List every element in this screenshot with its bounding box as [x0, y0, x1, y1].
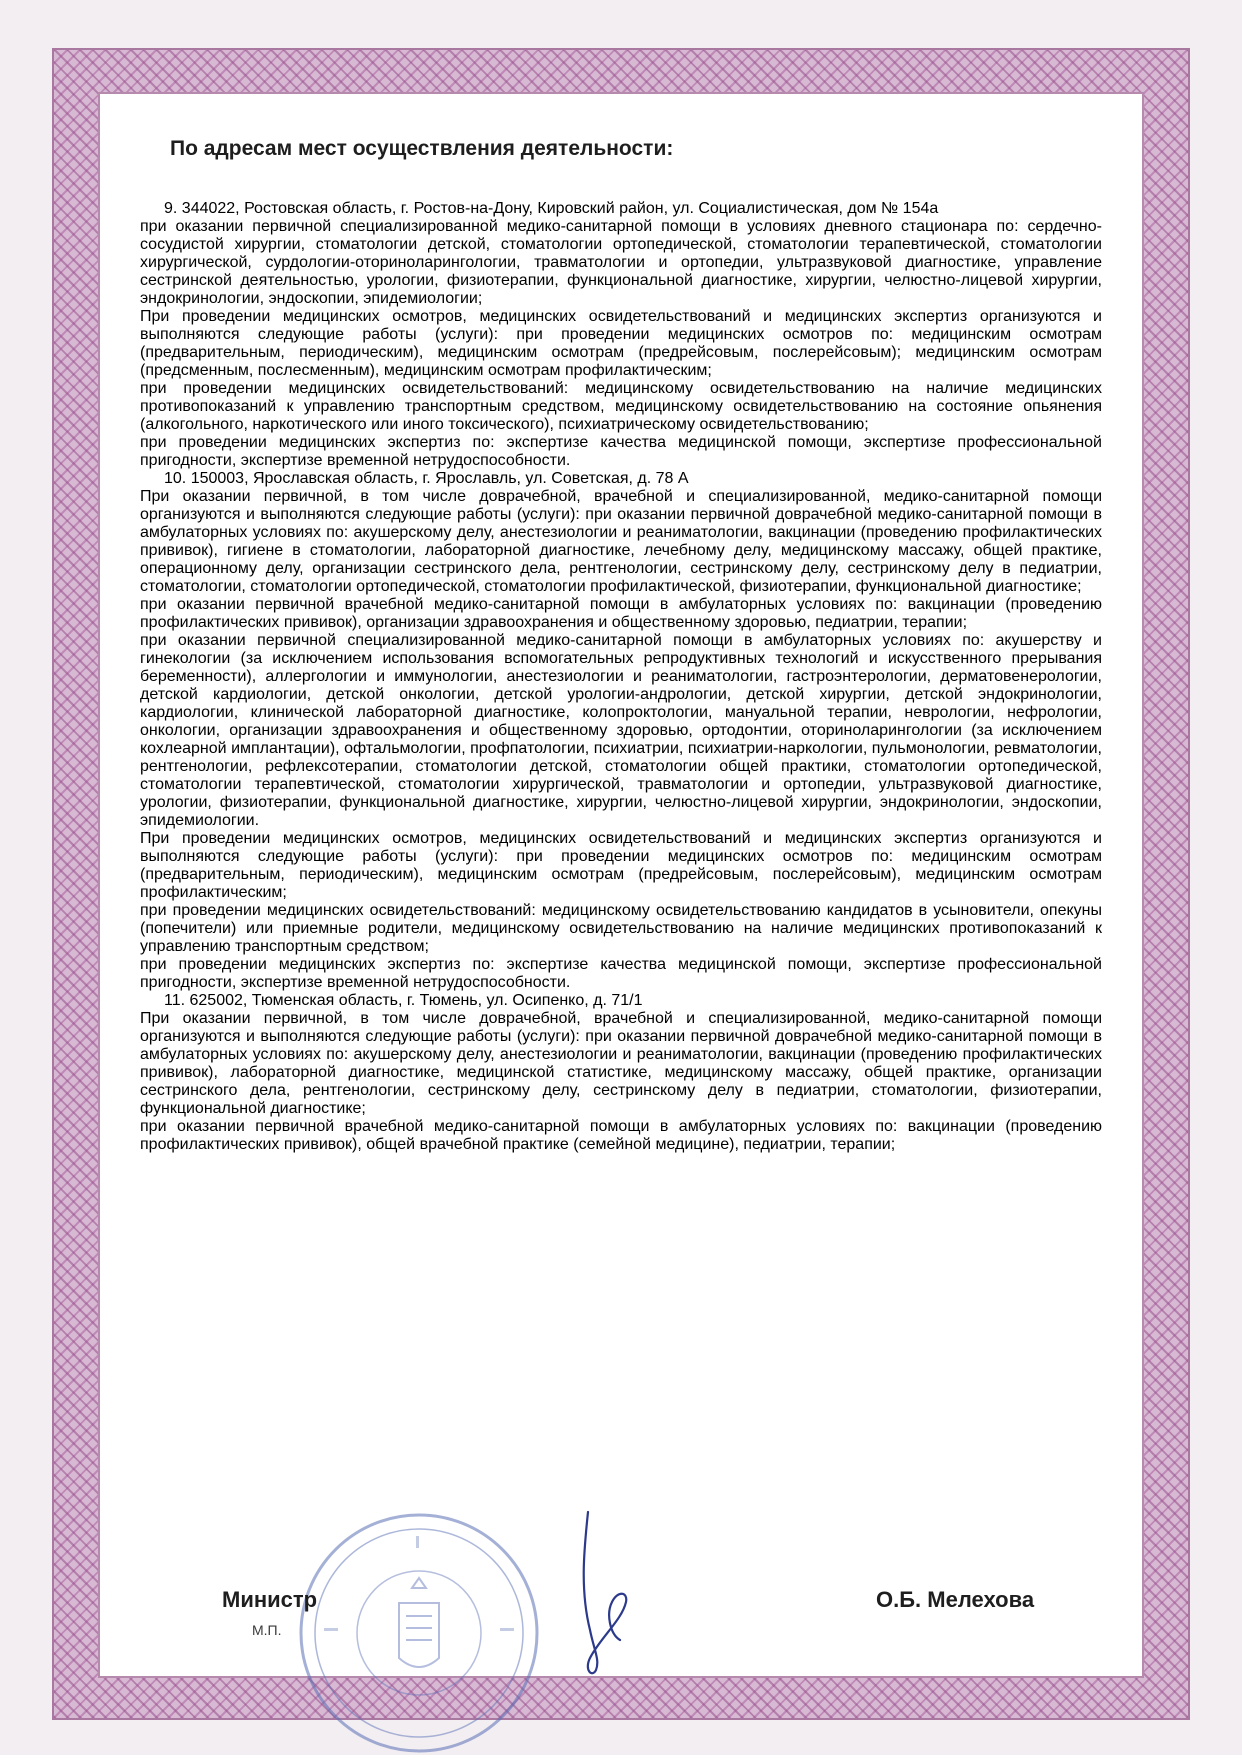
services-paragraph: При оказании первичной, в том числе доврачебной, врачебной и специализированной, медико-санитарной помощи организуются и выполняются следующие работы (услуги): при оказании первичной доврачебной медико-санитарной помощи в амбулаторных условиях по: акушерскому делу, анестезиологии и реаниматологии, вакцинации (проведению профилактических прививок), лабораторной диагностике, медицинской статистике, медицинскому массажу, общей практике, организации сестринского дела, рентгенологии, сестринскому делу, сестринскому делу в педиатрии, стоматологии, физиотерапии, функциональной диагностике; — [140, 1010, 1102, 1117]
signer-name: О.Б. Мелехова — [876, 1587, 1035, 1612]
services-paragraph: при проведении медицинских экспертиз по: экспертизе качества медицинской помощи, экспертизе профессиональной пригодности, экспертизе временной нетрудоспособности. — [140, 956, 1102, 991]
services-paragraph: при оказании первичной врачебной медико-санитарной помощи в амбулаторных условиях по: вакцинации (проведению профилактических прививок), общей врачебной практике (семейной медицине), педиатрии, терапии; — [140, 1118, 1102, 1153]
services-paragraph: при оказании первичной специализированной медико-санитарной помощи в условиях дневного стационара по: сердечно-сосудистой хирургии, стоматологии детской, стоматологии ортопедической, стоматологии терапевтической, стоматологии хирургической, сурдологии-оториноларингологии, травматологии и ортопедии, ультразвуковой диагностике, управление сестринской деятельностью, урологии, физиотерапии, функциональной диагностике, хирургии, челюстно-лицевой хирургии, эндокринологии, эндоскопии, эпидемиологии; — [140, 218, 1102, 307]
signer-title: Министр — [222, 1587, 318, 1612]
services-paragraph: при проведении медицинских экспертиз по: экспертизе качества медицинской помощи, экспертизе профессиональной пригодности, экспертизе временной нетрудоспособности. — [140, 434, 1102, 469]
address-paragraph: 9. 344022, Ростовская область, г. Ростов-на-Дону, Кировский район, ул. Социалистическая, дом № 154а — [164, 200, 939, 217]
services-paragraph: При проведении медицинских осмотров, медицинских освидетельствований и медицинских экспертиз организуются и выполняются следующие работы (услуги): при проведении медицинских осмотров по: медицинским осмотрам (предварительным, периодическим), медицинским осмотрам (предрейсовым, послерейсовым), медицинским осмотрам профилактическим; — [140, 830, 1102, 901]
address-paragraph: 10. 150003, Ярославская область, г. Ярославль, ул. Советская, д. 78 А — [164, 470, 689, 487]
services-paragraph: при оказании первичной специализированной медико-санитарной помощи в амбулаторных условиях по: акушерству и гинекологии (за исключением использования вспомогательных репродуктивных технологий и искусственного прерывания беременности), аллергологии и иммунологии, анестезиологии и реаниматологии, гастроэнтерологии, дерматовенерологии, детской кардиологии, детской онкологии, детской урологии-андрологии, детской хирургии, детской эндокринологии, кардиологии, клинической лабораторной диагностике, колопроктологии, мануальной терапии, неврологии, нефрологии, онкологии, организации здравоохранения и общественному здоровью, ортодонтии, оториноларингологии (за исключением кохлеарной имплантации), офтальмологии, профпатологии, психиатрии, психиатрии-наркологии, пульмонологии, ревматологии, рентгенологии, рефлексотерапии, стоматологии детской, стоматологии общей практики, стоматологии ортопедической, стоматологии терапевтической, стоматологии хирургической, травматологии и ортопедии, ультразвуковой диагностике, урологии, физиотерапии, функциональной диагностике, хирургии, челюстно-лицевой хирургии, эндокринологии, эндоскопии, эпидемиологии. — [140, 632, 1102, 829]
services-paragraph: при проведении медицинских освидетельствований: медицинскому освидетельствованию кандидатов в усыновители, опекуны (попечители) или приемные родители, медицинскому освидетельствованию на наличие медицинских противопоказаний к управлению транспортным средством; — [140, 902, 1102, 955]
addresses-text — [140, 200, 1102, 1154]
signature-icon — [570, 1510, 650, 1680]
page-heading: По адресам мест осуществления деятельности: — [170, 137, 674, 160]
services-paragraph: При проведении медицинских осмотров, медицинских освидетельствований и медицинских экспертиз организуются и выполняются следующие работы (услуги): при проведении медицинских осмотров по: медицинским осмотрам (предварительным, периодическим), медицинским осмотрам (предрейсовым, послерейсовым); медицинским осмотрам (предсменным, послесменным), медицинским осмотрам профилактическим; — [140, 308, 1102, 379]
services-paragraph: при оказании первичной врачебной медико-санитарной помощи в амбулаторных условиях по: вакцинации (проведению профилактических прививок), организации здравоохранения и общественному здоровью, педиатрии, терапии; — [140, 596, 1102, 631]
official-seal-icon — [294, 1508, 544, 1758]
services-paragraph: При оказании первичной, в том числе доврачебной, врачебной и специализированной, медико-санитарной помощи организуются и выполняются следующие работы (услуги): при оказании первичной доврачебной медико-санитарной помощи в амбулаторных условиях по: акушерскому делу, анестезиологии и реаниматологии, вакцинации (проведению профилактических прививок), гигиене в стоматологии, лабораторной диагностике, лечебному делу, медицинскому массажу, общей практике, операционному делу, организации сестринского дела, рентгенологии, сестринскому делу, сестринскому делу в педиатрии, стоматологии, стоматологии ортопедической, стоматологии профилактической, физиотерапии, функциональной диагностике; — [140, 488, 1102, 595]
services-paragraph: при проведении медицинских освидетельствований: медицинскому освидетельствованию на наличие медицинских противопоказаний к управлению транспортным средством, медицинскому освидетельствованию на состояние опьянения (алкогольного, наркотического или иного токсического), психиатрическому освидетельствованию; — [140, 380, 1102, 433]
seal-label: М.П. — [252, 1622, 282, 1638]
address-paragraph: 11. 625002, Тюменская область, г. Тюмень, ул. Осипенко, д. 71/1 — [164, 992, 643, 1009]
